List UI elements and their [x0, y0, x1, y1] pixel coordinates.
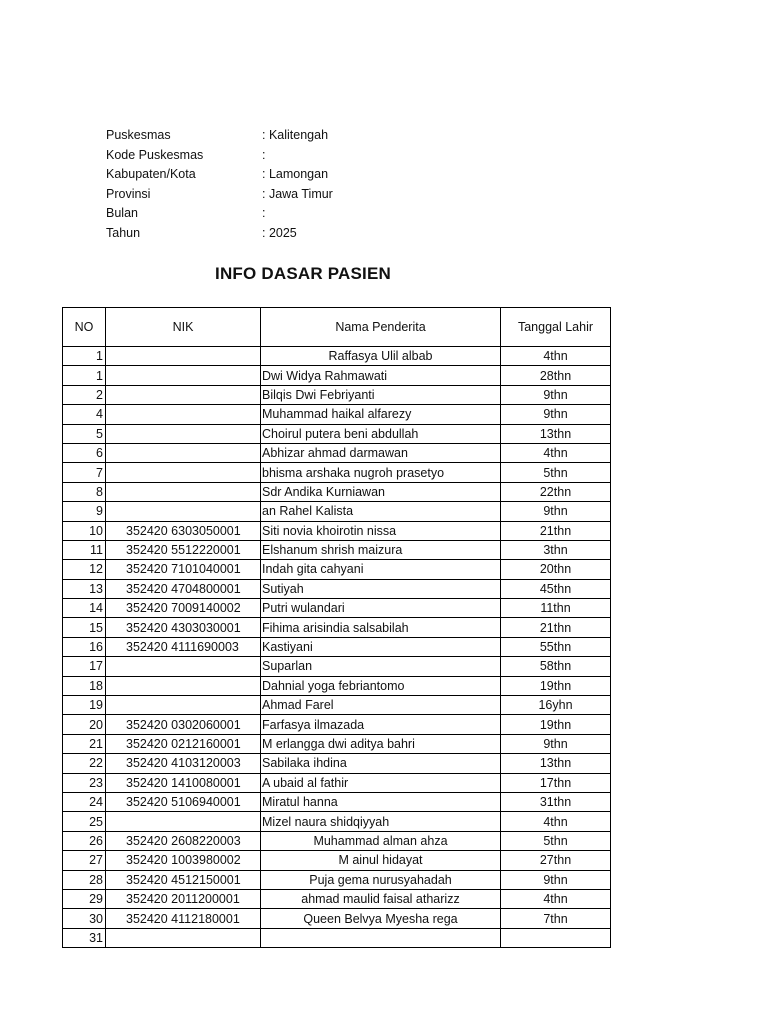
cell-nama: Ahmad Farel	[261, 696, 501, 715]
cell-nama: Kastiyani	[261, 637, 501, 656]
table-row	[63, 502, 611, 521]
cell-tanggal-lahir: 4thn	[501, 443, 611, 462]
cell-tanggal-lahir: 9thn	[501, 405, 611, 424]
cell-nik	[106, 347, 261, 366]
cell-no: 9	[63, 502, 106, 521]
cell-nik	[106, 463, 261, 482]
cell-nik: 352420 1410080001	[106, 773, 261, 792]
cell-nama: ahmad maulid faisal atharizz	[261, 889, 501, 908]
table-row	[63, 424, 611, 443]
cell-nama: Raffasya Ulil albab	[261, 347, 501, 366]
cell-nama: Dahnial yoga febriantomo	[261, 676, 501, 695]
cell-no: 22	[63, 754, 106, 773]
cell-nik	[106, 928, 261, 947]
meta-label: Provinsi	[106, 186, 151, 201]
cell-nik: 352420 0302060001	[106, 715, 261, 734]
cell-nik: 352420 0212160001	[106, 734, 261, 753]
table-row	[63, 773, 611, 792]
cell-tanggal-lahir: 28thn	[501, 366, 611, 385]
table-row	[63, 385, 611, 404]
cell-nama: A ubaid al fathir	[261, 773, 501, 792]
cell-nik: 352420 2011200001	[106, 889, 261, 908]
cell-tanggal-lahir: 9thn	[501, 734, 611, 753]
facility-info	[106, 126, 333, 243]
cell-no: 15	[63, 618, 106, 637]
cell-nik	[106, 424, 261, 443]
header-tanggal-lahir: Tanggal Lahir	[501, 308, 611, 347]
cell-nik	[106, 696, 261, 715]
cell-nik: 352420 4111690003	[106, 637, 261, 656]
meta-label: Kode Puskesmas	[106, 147, 204, 162]
table-row	[63, 366, 611, 385]
cell-tanggal-lahir: 9thn	[501, 385, 611, 404]
table-row	[63, 560, 611, 579]
cell-nik	[106, 502, 261, 521]
cell-tanggal-lahir: 4thn	[501, 347, 611, 366]
table-row	[63, 734, 611, 753]
header-nama-penderita: Nama Penderita	[261, 308, 501, 347]
cell-nama: Fihima arisindia salsabilah	[261, 618, 501, 637]
cell-no: 2	[63, 385, 106, 404]
cell-no: 7	[63, 463, 106, 482]
cell-no: 14	[63, 599, 106, 618]
table-row	[63, 928, 611, 947]
cell-no: 19	[63, 696, 106, 715]
table-row	[63, 715, 611, 734]
cell-nama: Elshanum shrish maizura	[261, 540, 501, 559]
cell-no: 31	[63, 928, 106, 947]
cell-tanggal-lahir: 19thn	[501, 676, 611, 695]
page-title: INFO DASAR PASIEN	[215, 264, 391, 283]
cell-nama: bhisma arshaka nugroh prasetyo	[261, 463, 501, 482]
table-row	[63, 463, 611, 482]
table-row	[63, 909, 611, 928]
patient-table	[62, 307, 611, 948]
cell-no: 26	[63, 831, 106, 850]
cell-no: 10	[63, 521, 106, 540]
cell-tanggal-lahir: 9thn	[501, 870, 611, 889]
cell-nik: 352420 4704800001	[106, 579, 261, 598]
cell-no: 29	[63, 889, 106, 908]
cell-tanggal-lahir: 20thn	[501, 560, 611, 579]
cell-tanggal-lahir: 17thn	[501, 773, 611, 792]
cell-nik	[106, 385, 261, 404]
cell-no: 30	[63, 909, 106, 928]
cell-nama: Mizel naura shidqiyyah	[261, 812, 501, 831]
cell-tanggal-lahir: 22thn	[501, 482, 611, 501]
cell-nama: Miratul hanna	[261, 792, 501, 811]
cell-nik	[106, 482, 261, 501]
cell-nik	[106, 812, 261, 831]
table-row	[63, 676, 611, 695]
cell-no: 17	[63, 657, 106, 676]
table-row	[63, 521, 611, 540]
header-no: NO	[63, 308, 106, 347]
meta-value: : Kalitengah	[262, 128, 329, 142]
cell-nama: Dwi Widya Rahmawati	[261, 366, 501, 385]
cell-nik: 352420 5512220001	[106, 540, 261, 559]
cell-nik: 352420 4112180001	[106, 909, 261, 928]
cell-no: 12	[63, 560, 106, 579]
header-nik: NIK	[106, 308, 261, 347]
table-row	[63, 851, 611, 870]
meta-row	[106, 126, 333, 146]
table-row	[63, 870, 611, 889]
cell-nik: 352420 7101040001	[106, 560, 261, 579]
cell-no: 1	[63, 347, 106, 366]
cell-no: 20	[63, 715, 106, 734]
table-row	[63, 405, 611, 424]
cell-nik	[106, 676, 261, 695]
cell-tanggal-lahir: 4thn	[501, 812, 611, 831]
header-row	[63, 308, 611, 347]
cell-tanggal-lahir: 16yhn	[501, 696, 611, 715]
table-row	[63, 540, 611, 559]
table-row	[63, 618, 611, 637]
cell-nama: Suparlan	[261, 657, 501, 676]
cell-nik: 352420 5106940001	[106, 792, 261, 811]
table-row	[63, 889, 611, 908]
cell-tanggal-lahir: 5thn	[501, 463, 611, 482]
meta-row	[106, 146, 333, 166]
table-row	[63, 696, 611, 715]
cell-no: 23	[63, 773, 106, 792]
cell-no: 25	[63, 812, 106, 831]
cell-nik: 352420 1003980002	[106, 851, 261, 870]
meta-label: Kabupaten/Kota	[106, 167, 196, 181]
cell-tanggal-lahir: 55thn	[501, 637, 611, 656]
cell-nik: 352420 7009140002	[106, 599, 261, 618]
meta-row	[106, 185, 333, 205]
cell-tanggal-lahir: 11thn	[501, 599, 611, 618]
meta-row	[106, 165, 333, 185]
cell-nama: Sutiyah	[261, 579, 501, 598]
table-row	[63, 443, 611, 462]
cell-tanggal-lahir: 13thn	[501, 424, 611, 443]
cell-tanggal-lahir: 21thn	[501, 618, 611, 637]
cell-tanggal-lahir: 5thn	[501, 831, 611, 850]
table-row	[63, 657, 611, 676]
cell-tanggal-lahir: 13thn	[501, 754, 611, 773]
cell-nama: Choirul putera beni abdullah	[261, 424, 501, 443]
meta-row	[106, 204, 333, 224]
cell-nik: 352420 4103120003	[106, 754, 261, 773]
cell-no: 8	[63, 482, 106, 501]
cell-nama: Muhammad haikal alfarezy	[261, 405, 501, 424]
cell-nama: Indah gita cahyani	[261, 560, 501, 579]
cell-tanggal-lahir: 27thn	[501, 851, 611, 870]
cell-no: 1	[63, 366, 106, 385]
table-row	[63, 812, 611, 831]
cell-nama	[261, 928, 501, 947]
meta-row	[106, 224, 333, 244]
cell-nama: Muhammad alman ahza	[261, 831, 501, 850]
table-row	[63, 599, 611, 618]
cell-no: 11	[63, 540, 106, 559]
table-row	[63, 754, 611, 773]
cell-tanggal-lahir: 45thn	[501, 579, 611, 598]
table-row	[63, 831, 611, 850]
meta-value: : Jawa Timur	[262, 186, 333, 201]
cell-no: 16	[63, 637, 106, 656]
cell-nama: Siti novia khoirotin nissa	[261, 521, 501, 540]
cell-nik: 352420 2608220003	[106, 831, 261, 850]
cell-nik: 352420 4303030001	[106, 618, 261, 637]
cell-nama: M erlangga dwi aditya bahri	[261, 734, 501, 753]
cell-no: 21	[63, 734, 106, 753]
table-row	[63, 482, 611, 501]
cell-nik: 352420 6303050001	[106, 521, 261, 540]
cell-nik	[106, 405, 261, 424]
cell-nik: 352420 4512150001	[106, 870, 261, 889]
cell-no: 4	[63, 405, 106, 424]
cell-tanggal-lahir: 21thn	[501, 521, 611, 540]
cell-no: 18	[63, 676, 106, 695]
cell-tanggal-lahir: 19thn	[501, 715, 611, 734]
cell-nama: Sdr Andika Kurniawan	[261, 482, 501, 501]
cell-nik	[106, 443, 261, 462]
cell-nama: Bilqis Dwi Febriyanti	[261, 385, 501, 404]
meta-label: Puskesmas	[106, 128, 171, 142]
cell-no: 28	[63, 870, 106, 889]
meta-value: :	[262, 206, 266, 220]
meta-value: : Lamongan	[262, 167, 329, 181]
cell-nama: Putri wulandari	[261, 599, 501, 618]
cell-tanggal-lahir: 58thn	[501, 657, 611, 676]
cell-nama: an Rahel Kalista	[261, 502, 501, 521]
cell-nama: Queen Belvya Myesha rega	[261, 909, 501, 928]
cell-no: 13	[63, 579, 106, 598]
meta-label: Tahun	[106, 225, 141, 240]
table-row	[63, 637, 611, 656]
meta-value: : 2025	[262, 225, 297, 240]
cell-no: 6	[63, 443, 106, 462]
table-header	[63, 308, 611, 347]
meta-value: :	[262, 147, 266, 162]
cell-nama: Puja gema nurusyahadah	[261, 870, 501, 889]
cell-nama: Sabilaka ihdina	[261, 754, 501, 773]
cell-tanggal-lahir: 4thn	[501, 889, 611, 908]
table-row	[63, 792, 611, 811]
table-body	[63, 347, 611, 948]
cell-nama: Abhizar ahmad darmawan	[261, 443, 501, 462]
cell-nama: Farfasya ilmazada	[261, 715, 501, 734]
cell-no: 27	[63, 851, 106, 870]
cell-no: 5	[63, 424, 106, 443]
cell-tanggal-lahir: 9thn	[501, 502, 611, 521]
table-row	[63, 347, 611, 366]
table-row	[63, 579, 611, 598]
cell-tanggal-lahir: 7thn	[501, 909, 611, 928]
cell-nik	[106, 657, 261, 676]
cell-tanggal-lahir	[501, 928, 611, 947]
cell-no: 24	[63, 792, 106, 811]
cell-nik	[106, 366, 261, 385]
cell-tanggal-lahir: 31thn	[501, 792, 611, 811]
meta-label: Bulan	[106, 206, 138, 220]
cell-tanggal-lahir: 3thn	[501, 540, 611, 559]
cell-nama: M ainul hidayat	[261, 851, 501, 870]
